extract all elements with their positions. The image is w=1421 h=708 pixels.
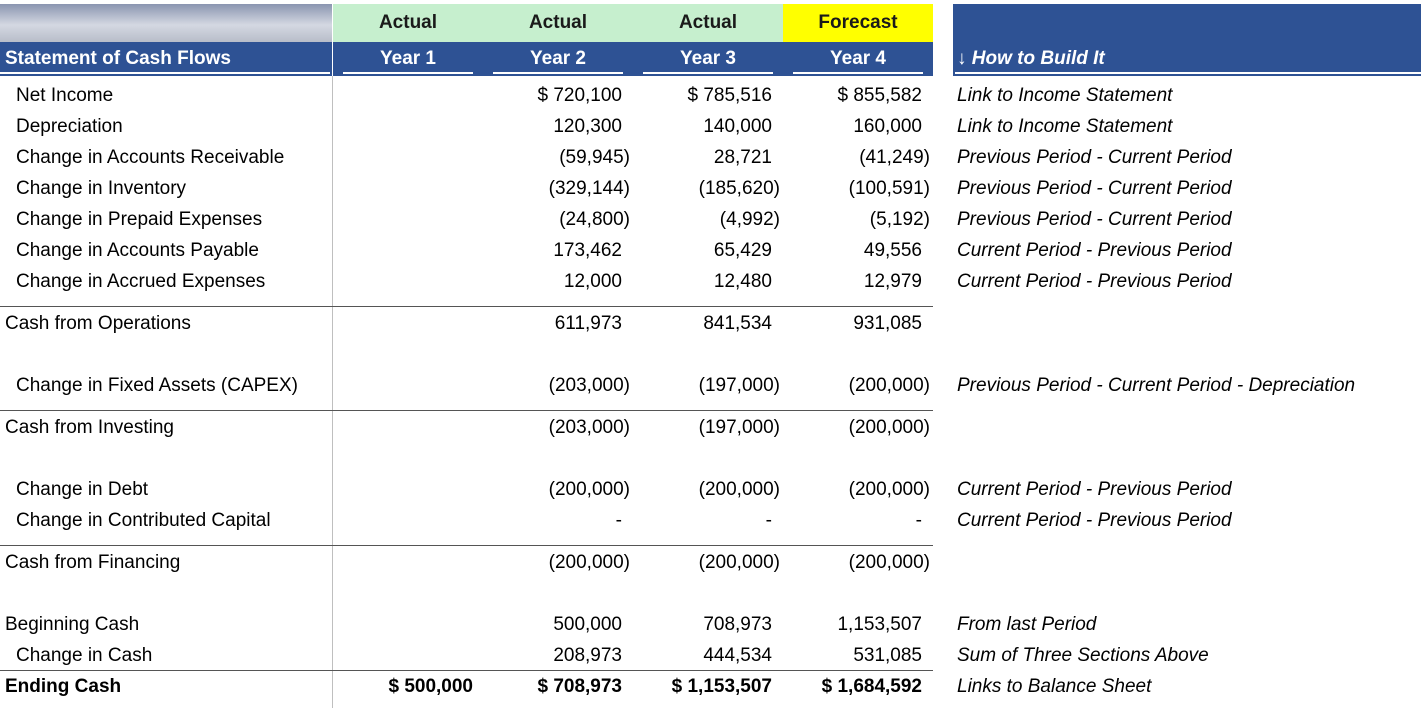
row-change-accrued-expenses xyxy=(0,266,1421,297)
value-cell-year3[interactable]: 444,534 xyxy=(703,645,772,666)
value-cell-year3[interactable]: 65,429 xyxy=(713,240,772,261)
value-cell-year1[interactable] xyxy=(333,609,483,640)
row-change-cash xyxy=(0,640,1421,671)
value-cell-year4[interactable]: (5,192) xyxy=(869,209,930,230)
row-cash-from-financing xyxy=(0,547,1421,578)
value-cell-year4[interactable]: (200,000) xyxy=(848,417,930,438)
col-header-year3[interactable] xyxy=(633,42,783,76)
build-note[interactable]: Link to Income Statement xyxy=(957,116,1173,137)
notes-header-cell[interactable] xyxy=(953,42,1421,76)
col-header-year1-label: Year 1 xyxy=(380,48,436,69)
value-cell-year4[interactable]: 12,979 xyxy=(863,271,922,292)
col-top-year1[interactable]: Actual xyxy=(333,4,483,42)
value-cell-year4[interactable]: 160,000 xyxy=(853,116,922,137)
value-cell-year4[interactable]: 931,085 xyxy=(853,313,922,334)
value-cell-year1[interactable] xyxy=(333,547,483,578)
value-cell-year2[interactable]: 611,973 xyxy=(554,313,622,334)
value-cell-year3[interactable]: 140,000 xyxy=(703,116,772,137)
build-note[interactable]: Current Period - Previous Period xyxy=(957,510,1232,531)
value-cell-year4[interactable]: 531,085 xyxy=(853,645,922,666)
row-label[interactable]: Cash from Operations xyxy=(5,313,191,334)
build-note[interactable]: Previous Period - Current Period - Depreciation xyxy=(957,375,1356,396)
row-label[interactable]: Change in Prepaid Expenses xyxy=(16,209,263,230)
value-cell-year1[interactable] xyxy=(333,412,483,443)
col-top-year2[interactable]: Actual xyxy=(483,4,633,42)
value-cell-year3[interactable]: 28,721 xyxy=(713,147,772,168)
row-label[interactable]: Cash from Financing xyxy=(5,552,181,573)
row-depreciation xyxy=(0,111,1421,142)
row-label[interactable]: Depreciation xyxy=(16,116,123,137)
value-cell-year3[interactable]: $ 1,153,507 xyxy=(671,676,772,697)
value-cell-year1[interactable] xyxy=(333,204,483,235)
row-net-income xyxy=(0,80,1421,111)
value-cell-year3[interactable]: (197,000) xyxy=(698,375,780,396)
value-cell-year2[interactable]: (200,000) xyxy=(548,552,630,573)
row-label[interactable]: Change in Accrued Expenses xyxy=(16,271,266,292)
value-cell-year1[interactable] xyxy=(333,308,483,339)
value-cell-year2[interactable]: (203,000) xyxy=(548,417,630,438)
notes-header-title: ↓ How to Build It xyxy=(957,48,1105,69)
row-label[interactable]: Ending Cash xyxy=(5,676,122,697)
build-note[interactable]: Current Period - Previous Period xyxy=(957,271,1232,292)
value-cell-year1[interactable] xyxy=(333,235,483,266)
section-separator xyxy=(0,410,933,411)
value-cell-year4[interactable]: 49,556 xyxy=(863,240,922,261)
value-cell-year4[interactable]: (200,000) xyxy=(848,479,930,500)
row-label[interactable]: Change in Accounts Payable xyxy=(16,240,259,261)
value-cell-year3[interactable]: (185,620) xyxy=(698,178,780,199)
value-cell-year2[interactable]: (200,000) xyxy=(548,479,630,500)
col-header-year4-label: Year 4 xyxy=(830,48,886,69)
value-cell-year2[interactable]: $ 708,973 xyxy=(537,676,622,697)
row-change-contributed-capital xyxy=(0,505,1421,536)
row-change-inventory xyxy=(0,173,1421,204)
row-ending-cash xyxy=(0,671,1421,702)
value-cell-year1[interactable] xyxy=(333,370,483,401)
build-note[interactable] xyxy=(957,412,1417,443)
value-cell-year2[interactable]: (203,000) xyxy=(548,375,630,396)
row-label[interactable]: Change in Fixed Assets (CAPEX) xyxy=(16,375,298,396)
value-cell-year3[interactable]: (197,000) xyxy=(698,417,780,438)
row-label[interactable]: Cash from Investing xyxy=(5,417,174,438)
value-cell-year3[interactable]: 708,973 xyxy=(703,614,772,635)
build-note[interactable]: Sum of Three Sections Above xyxy=(957,645,1209,666)
value-cell-year1[interactable]: $ 500,000 xyxy=(388,676,473,697)
col-header-year1[interactable] xyxy=(333,42,483,76)
col-header-year2-label: Year 2 xyxy=(530,48,586,69)
row-label[interactable]: Change in Contributed Capital xyxy=(16,510,271,531)
notes-header-top xyxy=(953,4,1421,42)
build-note[interactable]: From last Period xyxy=(957,614,1097,635)
row-label[interactable]: Beginning Cash xyxy=(5,614,140,635)
build-note[interactable] xyxy=(957,547,1417,578)
col-header-year2[interactable] xyxy=(483,42,633,76)
value-cell-year2[interactable]: 120,300 xyxy=(553,116,622,137)
value-cell-year2[interactable]: (59,945) xyxy=(559,147,630,168)
col-header-year4[interactable] xyxy=(783,42,933,76)
row-change-accounts-payable xyxy=(0,235,1421,266)
row-change-accounts-receivable xyxy=(0,142,1421,173)
build-note[interactable] xyxy=(957,308,1417,339)
value-cell-year1[interactable] xyxy=(333,474,483,505)
value-cell-year2[interactable]: 500,000 xyxy=(553,614,622,635)
value-cell-year4[interactable]: $ 855,582 xyxy=(837,85,922,106)
value-cell-year3[interactable]: (200,000) xyxy=(698,552,780,573)
value-cell-year3[interactable]: 12,480 xyxy=(713,271,772,292)
value-cell-year4[interactable]: (100,591) xyxy=(848,178,930,199)
value-cell-year2[interactable]: $ 720,100 xyxy=(537,85,622,106)
value-cell-year3[interactable]: - xyxy=(765,510,772,531)
value-cell-year3[interactable]: $ 785,516 xyxy=(687,85,772,106)
value-cell-year1[interactable] xyxy=(333,111,483,142)
statement-title-cell[interactable] xyxy=(0,42,332,76)
value-cell-year1[interactable] xyxy=(333,505,483,536)
value-cell-year4[interactable]: $ 1,684,592 xyxy=(821,676,922,697)
value-cell-year4[interactable]: (200,000) xyxy=(848,375,930,396)
build-note[interactable]: Link to Income Statement xyxy=(957,85,1173,106)
value-cell-year2[interactable]: (329,144) xyxy=(548,178,630,199)
row-label[interactable]: Net Income xyxy=(16,85,114,106)
value-cell-year2[interactable]: - xyxy=(615,510,622,531)
value-cell-year3[interactable]: (200,000) xyxy=(698,479,780,500)
value-cell-year2[interactable]: 12,000 xyxy=(563,271,622,292)
value-cell-year4[interactable]: - xyxy=(915,510,922,531)
row-cash-from-operations xyxy=(0,308,1421,339)
value-cell-year2[interactable]: 173,462 xyxy=(553,240,622,261)
value-cell-year1[interactable] xyxy=(333,80,483,111)
row-label[interactable]: Change in Debt xyxy=(16,479,149,500)
row-change-debt xyxy=(0,474,1421,505)
row-beginning-cash xyxy=(0,609,1421,640)
col-top-year4[interactable]: Forecast xyxy=(783,4,933,42)
value-cell-year4[interactable]: 1,153,507 xyxy=(837,614,922,635)
row-label[interactable]: Change in Inventory xyxy=(16,178,187,199)
value-cell-year4[interactable]: (200,000) xyxy=(848,552,930,573)
statement-title: Statement of Cash Flows xyxy=(5,48,231,69)
build-note[interactable]: Current Period - Previous Period xyxy=(957,240,1232,261)
value-cell-year4[interactable]: (41,249) xyxy=(859,147,930,168)
value-cell-year1[interactable] xyxy=(333,142,483,173)
value-cell-year1[interactable] xyxy=(333,266,483,297)
build-note[interactable]: Previous Period - Current Period xyxy=(957,209,1232,230)
value-cell-year2[interactable]: (24,800) xyxy=(559,209,630,230)
row-change-prepaid-expenses xyxy=(0,204,1421,235)
col-top-year3[interactable]: Actual xyxy=(633,4,783,42)
col-header-year3-label: Year 3 xyxy=(680,48,736,69)
build-note[interactable]: Previous Period - Current Period xyxy=(957,147,1232,168)
value-cell-year1[interactable] xyxy=(333,640,483,671)
row-cash-from-investing xyxy=(0,412,1421,443)
value-cell-year1[interactable] xyxy=(333,173,483,204)
value-cell-year2[interactable]: 208,973 xyxy=(553,645,622,666)
row-change-fixed-assets xyxy=(0,370,1421,401)
build-note[interactable]: Current Period - Previous Period xyxy=(957,479,1232,500)
row-label[interactable]: Change in Cash xyxy=(16,645,153,666)
build-note[interactable]: Previous Period - Current Period xyxy=(957,178,1232,199)
section-separator xyxy=(0,306,933,307)
value-cell-year3[interactable]: 841,534 xyxy=(703,313,772,334)
value-cell-year3[interactable]: (4,992) xyxy=(719,209,780,230)
build-note[interactable]: Links to Balance Sheet xyxy=(957,676,1152,697)
row-label[interactable]: Change in Accounts Receivable xyxy=(16,147,285,168)
section-separator xyxy=(0,545,933,546)
corner-gradient-cell xyxy=(0,4,332,42)
